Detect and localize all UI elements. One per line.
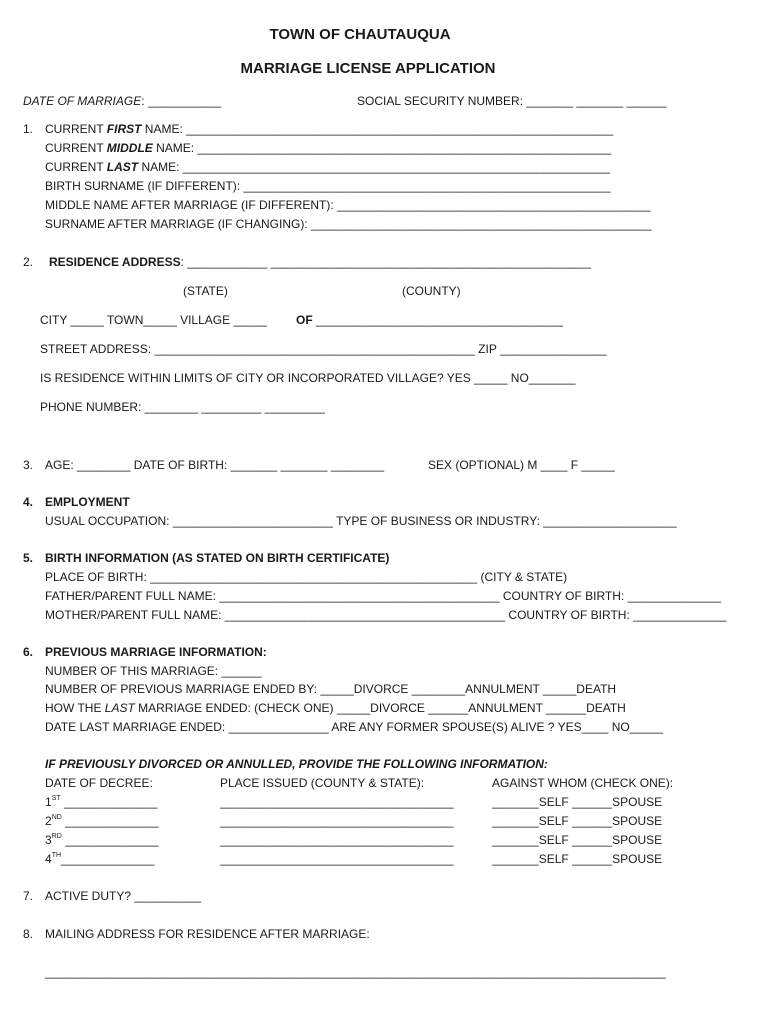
active-duty-field[interactable]: ACTIVE DUTY? __________: [45, 889, 202, 903]
residence-address-field[interactable]: RESIDENCE ADDRESS: ____________ ________________________________________________: [49, 255, 592, 269]
against-whom-field[interactable]: _______SELF ______SPOUSE: [492, 852, 663, 866]
divorce-instructions: IF PREVIOUSLY DIVORCED OR ANNULLED, PROVIDE THE FOLLOWING INFORMATION:: [45, 757, 548, 771]
col-place-issued: PLACE ISSUED (COUNTY & STATE):: [220, 776, 425, 790]
current-middle-name-field[interactable]: CURRENT MIDDLE NAME: ______________________________________________________________: [45, 141, 612, 155]
place-issued-field[interactable]: ___________________________________: [220, 814, 454, 828]
section-number: 1.: [23, 122, 34, 136]
birth-info-heading: BIRTH INFORMATION (AS STATED ON BIRTH CERTIFICATE): [45, 551, 390, 565]
decree-date-field[interactable]: 2ND ______________: [45, 814, 159, 828]
occupation-field[interactable]: USUAL OCCUPATION: ________________________ TYPE OF BUSINESS OR INDUSTRY: ____________________: [45, 514, 677, 528]
mailing-address-label: MAILING ADDRESS FOR RESIDENCE AFTER MARRIAGE:: [45, 927, 370, 941]
father-name-field[interactable]: FATHER/PARENT FULL NAME: __________________________________________ COUNTRY OF BIRTH: ______________: [45, 589, 722, 603]
decree-date-field[interactable]: 3RD ______________: [45, 833, 159, 847]
section-number: 8.: [23, 927, 34, 941]
section-number: 6.: [23, 645, 34, 659]
employment-heading: EMPLOYMENT: [45, 495, 130, 509]
section-number: 5.: [23, 551, 34, 565]
ssn-field[interactable]: SOCIAL SECURITY NUMBER: _______ _______ ______: [357, 94, 667, 108]
place-issued-field[interactable]: ___________________________________: [220, 795, 454, 809]
mother-name-field[interactable]: MOTHER/PARENT FULL NAME: __________________________________________ COUNTRY OF BIRTH: ______________: [45, 608, 727, 622]
col-date-of-decree: DATE OF DECREE:: [45, 776, 153, 790]
of-field[interactable]: OF _____________________________________: [296, 313, 563, 327]
form-title: TOWN OF CHAUTAUQUA: [269, 26, 451, 43]
place-of-birth-field[interactable]: PLACE OF BIRTH: _________________________________________________ (CITY & STATE): [45, 570, 568, 584]
place-issued-field[interactable]: ___________________________________: [220, 852, 454, 866]
against-whom-field[interactable]: _______SELF ______SPOUSE: [492, 814, 663, 828]
last-marriage-ended-field[interactable]: HOW THE LAST MARRIAGE ENDED: (CHECK ONE) _____DIVORCE ______ANNULMENT ______DEATH: [45, 701, 626, 715]
date-of-marriage-field[interactable]: DATE OF MARRIAGE: ___________: [23, 94, 222, 108]
date-last-marriage-ended-field[interactable]: DATE LAST MARRIAGE ENDED: _______________ ARE ANY FORMER SPOUSE(S) ALIVE ? YES____ NO_____: [45, 720, 664, 734]
surname-after-marriage-field[interactable]: SURNAME AFTER MARRIAGE (IF CHANGING): ___________________________________________________: [45, 217, 652, 231]
decree-date-field[interactable]: 4TH______________: [45, 852, 155, 866]
section-number: 2.: [23, 255, 34, 269]
mailing-address-line[interactable]: _____________________________________________________________________________________________: [45, 965, 666, 979]
state-caption: (STATE): [183, 284, 228, 298]
decree-date-field[interactable]: 1ST ______________: [45, 795, 158, 809]
date-of-marriage-label: DATE OF MARRIAGE: [23, 94, 142, 108]
section-number: 7.: [23, 889, 34, 903]
previous-marriage-heading: PREVIOUS MARRIAGE INFORMATION:: [45, 645, 267, 659]
age-dob-field[interactable]: AGE: ________ DATE OF BIRTH: _______ _______ ________: [45, 458, 385, 472]
previous-marriage-ended-field[interactable]: NUMBER OF PREVIOUS MARRIAGE ENDED BY: _____DIVORCE ________ANNULMENT _____DEATH: [45, 682, 617, 696]
county-caption: (COUNTY): [402, 284, 461, 298]
residence-address-label: RESIDENCE ADDRESS: [49, 255, 181, 269]
middle-name-after-marriage-field[interactable]: MIDDLE NAME AFTER MARRIAGE (IF DIFFERENT): _______________________________________________: [45, 198, 651, 212]
street-address-field[interactable]: STREET ADDRESS: ________________________________________________ ZIP ________________: [40, 342, 607, 356]
current-last-name-field[interactable]: CURRENT LAST NAME: ________________________________________________________________: [45, 160, 610, 174]
place-issued-field[interactable]: ___________________________________: [220, 833, 454, 847]
birth-surname-field[interactable]: BIRTH SURNAME (IF DIFFERENT): _______________________________________________________: [45, 179, 611, 193]
col-against-whom: AGAINST WHOM (CHECK ONE):: [492, 776, 674, 790]
form-subtitle: MARRIAGE LICENSE APPLICATION: [240, 60, 496, 77]
section-number: 4.: [23, 495, 34, 509]
section-number: 3.: [23, 458, 34, 472]
against-whom-field[interactable]: _______SELF ______SPOUSE: [492, 833, 663, 847]
sex-field[interactable]: SEX (OPTIONAL) M ____ F _____: [428, 458, 615, 472]
current-first-name-field[interactable]: CURRENT FIRST NAME: ________________________________________________________________: [45, 122, 614, 136]
phone-number-field[interactable]: PHONE NUMBER: ________ _________ _________: [40, 400, 325, 414]
city-town-village-field[interactable]: CITY _____ TOWN_____ VILLAGE _____: [40, 313, 267, 327]
number-of-this-marriage-field[interactable]: NUMBER OF THIS MARRIAGE: ______: [45, 664, 262, 678]
against-whom-field[interactable]: _______SELF ______SPOUSE: [492, 795, 663, 809]
residence-within-limits-field[interactable]: IS RESIDENCE WITHIN LIMITS OF CITY OR INCORPORATED VILLAGE? YES _____ NO_______: [40, 371, 576, 385]
